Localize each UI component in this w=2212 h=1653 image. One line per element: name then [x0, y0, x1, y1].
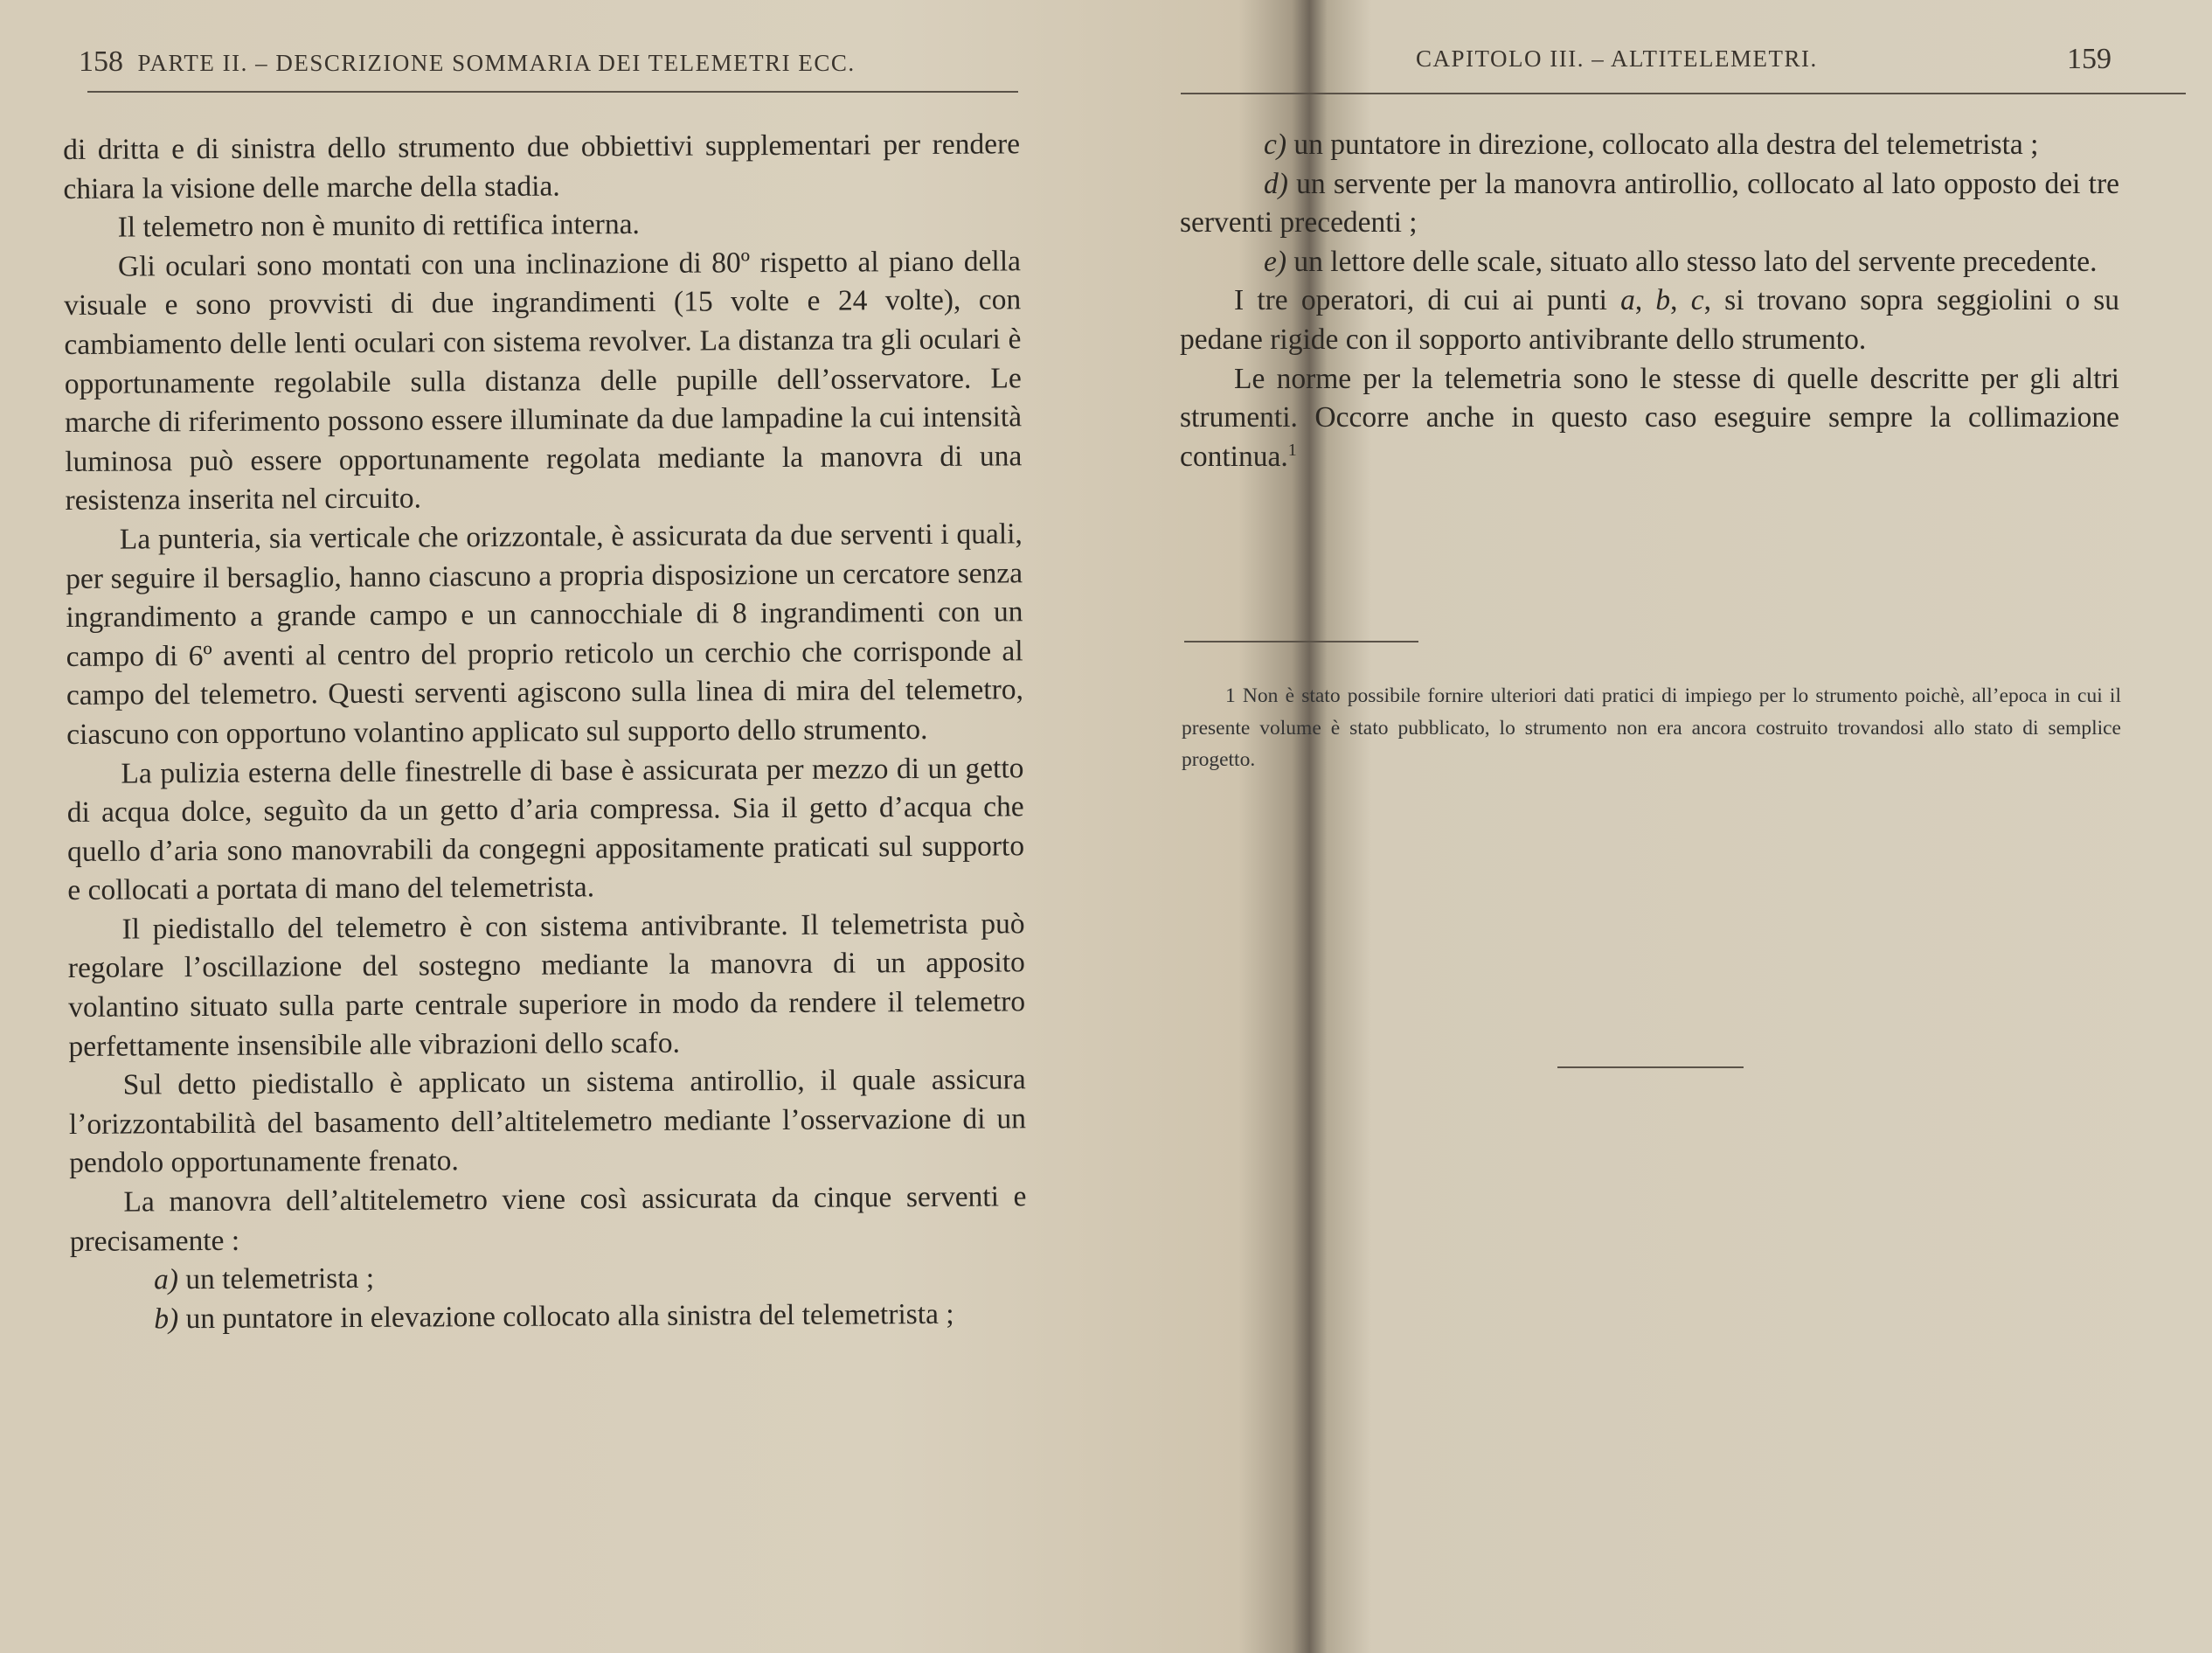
paragraph: Il piedistallo del telemetro è con sistema antivibrante. Il telemetrista può regolare l’oscillazione del sostegno mediante la manovra di un apposito volantino situato sulla parte centrale superiore in modo da rendere il telemetro perfettamente insensibile alle vibrazioni dello scafo.: [67, 907, 1026, 1063]
footnote-text: 1 Non è stato possibile fornire ulteriori dati pratici di impiego per lo strumento poichè, all’epoca in cui il presente volume è stato pubblicato, lo strumento non era ancora costruito trovandosi allo stato di semplice progetto.: [1182, 684, 2121, 771]
text-run: ,: [1670, 284, 1691, 317]
item-text: un puntatore in direzione, collocato alla destra del telemetrista ;: [1293, 128, 2039, 161]
italic-ref: b: [1655, 284, 1671, 317]
text-run: I tre operatori, di cui ai punti: [1234, 284, 1621, 317]
paragraph: La punteria, sia verticale che orizzontale, è assicurata da due serventi i quali, per seguire il bersaglio, hanno ciascuno a propria disposizione un cercatore senza ingrandimento a grande campo e un cannocchiale di 8 ingrandimenti con un campo di 6º aventi al centro del proprio reticolo un cerchio che corrisponde al campo del telemetro. Questi serventi agiscono sulla linea di mira del telemetro, ciascuno con opportuno volantino applicato sul supporto dello strumento.: [66, 517, 1024, 751]
text-run: Le norme per la telemetria sono le stesse di quelle descritte per gli altri strumenti. Occorre anche in questo caso eseguire sempre la collimazione continua.: [1180, 362, 2119, 473]
paragraph: La pulizia esterna delle finestrelle di base è assicurata per mezzo di un getto di acqua dolce, seguìto da un getto d’aria compressa. Sia il getto d’acqua che quello d’aria sono manovrabili da congegni appositamente praticati sul supporto e collocati a portata di mano del telemetrista.: [66, 751, 1025, 907]
right-body-text: [1180, 126, 2119, 476]
right-running-head: [1416, 45, 1818, 73]
item-letter: c): [1264, 128, 1287, 161]
left-page-number: 158: [79, 45, 123, 78]
list-item: [70, 1295, 1027, 1339]
footnote-rule: [1184, 641, 1418, 642]
paragraph: Gli oculari sono montati con una inclinazione di 80º rispetto al piano della visuale e sono provvisti di due ingrandimenti (15 volte e 24 volte), con cambiamento delle lenti oculari con sistema revolver. La distanza tra gli oculari è opportunamente regolabile sulla distanza delle pupille dell’osservatore. Le marche di riferimento possono essere illuminate da due lampadine la cui intensità luminosa può essere opportunamente regolata mediante la manovra di una resistenza inserita nel circuito.: [64, 245, 1023, 517]
right-header-title: CAPITOLO III. – ALTITELEMETRI.: [1416, 45, 1818, 72]
italic-ref: a: [1620, 284, 1635, 317]
left-header-rule: [87, 91, 1018, 93]
item-letter: d): [1264, 167, 1288, 200]
item-text: un lettore delle scale, situato allo stesso lato del servente precedente.: [1293, 245, 2098, 278]
item-letter: e): [1264, 245, 1287, 278]
left-running-head: [79, 45, 856, 79]
end-rule: [1557, 1066, 1744, 1068]
left-body-text: [63, 125, 1027, 1339]
italic-ref: c: [1690, 284, 1704, 317]
text-run: , si trovano sopra seggiolini o su pedane rigide con il sopporto antivibrante dello strumento.: [1180, 284, 2119, 356]
item-letter: b): [154, 1302, 179, 1336]
item-text: un telemetrista ;: [185, 1262, 375, 1296]
right-page-number: 159: [2067, 43, 2111, 75]
item-text: un puntatore in elevazione collocato alla sinistra del telemetrista ;: [185, 1297, 954, 1335]
text-run: ,: [1634, 284, 1656, 317]
item-text: un servente per la manovra antirollio, collocato al lato opposto dei tre serventi precedenti ;: [1180, 167, 2119, 240]
paragraph: di dritta e di sinistra dello strumento due obbiettivi supplementari per rendere chiara la visione delle marche della stadia.: [63, 128, 1021, 205]
item-letter: a): [153, 1263, 179, 1296]
left-header-title: PARTE II. – DESCRIZIONE SOMMARIA DEI TELEMETRI ECC.: [137, 50, 856, 76]
list-item: [70, 1256, 1027, 1301]
paragraph: Sul detto piedistallo è applicato un sistema antirollio, il quale assicura l’orizzontabilità del basamento dell’altitelemetro mediante l’osservazione di un pendolo opportunamente frenato.: [68, 1063, 1027, 1180]
footnote-reference[interactable]: 1: [1287, 440, 1297, 460]
list-item: [1180, 243, 2119, 282]
paragraph: Il telemetro non è munito di rettifica interna.: [117, 208, 640, 244]
right-page-number-box: [2067, 43, 2111, 76]
list-item: [1180, 126, 2119, 165]
footnote: [1182, 680, 2121, 776]
paragraph: [1180, 281, 2119, 359]
paragraph: La manovra dell’altitelemetro viene così assicurata da cinque serventi e precisamente :: [69, 1180, 1027, 1258]
right-header-rule: [1181, 93, 2186, 94]
paragraph: [1180, 360, 2119, 477]
list-item: [1180, 165, 2119, 243]
